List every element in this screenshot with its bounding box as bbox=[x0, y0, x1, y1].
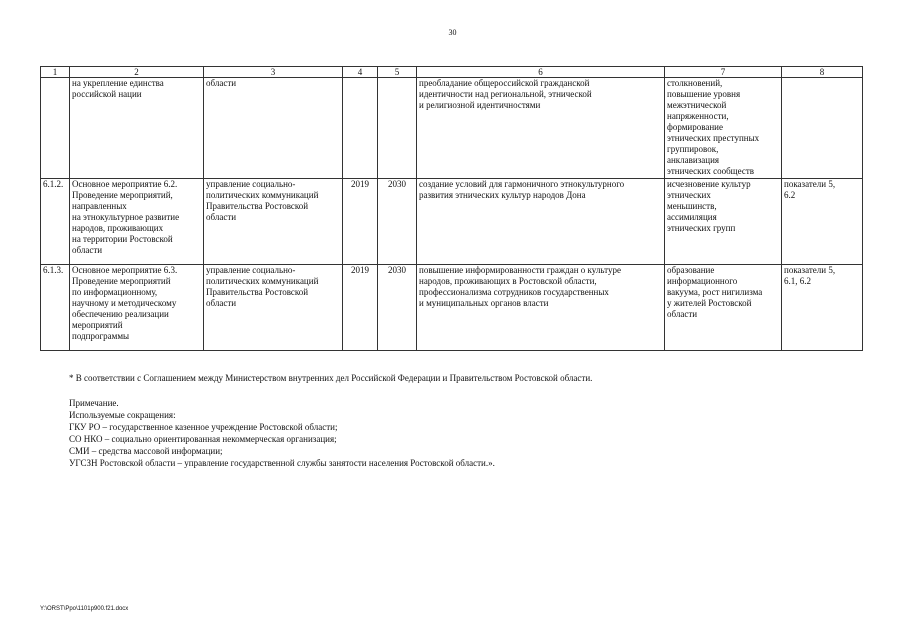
cell-line: области bbox=[206, 78, 237, 88]
table-row bbox=[41, 265, 863, 351]
result-cell bbox=[417, 78, 665, 179]
header-cell: 6 bbox=[417, 67, 665, 78]
cell-line: на территории Ростовской bbox=[72, 234, 173, 244]
cell-line: политических коммуникаций bbox=[206, 276, 319, 286]
table-header-row bbox=[41, 67, 863, 78]
cell-line: повышение уровня bbox=[667, 89, 741, 99]
footnote: * В соответствии с Соглашением между Министерством внутренних дел Российской Федерации и Правительством Ростовской области. bbox=[69, 373, 593, 383]
file-path: Y:\ORST\Ppo\1101p900.f21.docx bbox=[40, 606, 129, 612]
cell-line: Проведение мероприятий bbox=[72, 276, 171, 286]
cell-line: и муниципальных органов власти bbox=[419, 298, 549, 308]
cell-line: мероприятий bbox=[72, 320, 123, 330]
cell-line: Основное мероприятие 6.2. bbox=[72, 179, 178, 189]
cell-line: этнических сообществ bbox=[667, 166, 755, 176]
cell-line: и религиозной идентичностями bbox=[419, 100, 541, 110]
cell-line: Проведение мероприятий, bbox=[72, 190, 173, 200]
indicators-cell bbox=[782, 78, 863, 179]
cell-line: создание условий для гармоничного этнокультурного bbox=[419, 179, 625, 189]
notes-title: Примечание. bbox=[69, 398, 119, 408]
event-cell bbox=[70, 179, 204, 265]
notes-item: ГКУ РО – государственное казенное учреждение Ростовской области; bbox=[69, 422, 338, 432]
cell-line: этнических групп bbox=[667, 223, 736, 233]
executor-cell bbox=[204, 78, 343, 179]
cell-line: обеспечению реализации bbox=[72, 309, 169, 319]
notes-item: УГСЗН Ростовской области – управление государственной службы занятости населения Ростовской области.». bbox=[69, 458, 495, 468]
cell-line: образование bbox=[667, 265, 715, 275]
cell-line: управление социально- bbox=[206, 265, 296, 275]
end-year-cell: 2030 bbox=[378, 179, 417, 265]
cell-line: показатели 5, bbox=[784, 265, 836, 275]
cell-line: народов, проживающих bbox=[72, 223, 164, 233]
notes-item: СМИ – средства массовой информации; bbox=[69, 446, 223, 456]
row-number-cell: 6.1.2. bbox=[41, 179, 70, 265]
cell-line: области bbox=[667, 309, 698, 319]
consequences-cell bbox=[665, 179, 782, 265]
cell-line: управление социально- bbox=[206, 179, 296, 189]
cell-line: Правительства Ростовской bbox=[206, 201, 309, 211]
cell-line: преобладание общероссийской гражданской bbox=[419, 78, 590, 88]
cell-line: информационного bbox=[667, 276, 738, 286]
cell-line: анклавизация bbox=[667, 155, 720, 165]
consequences-cell bbox=[665, 265, 782, 351]
cell-line: межэтнической bbox=[667, 100, 727, 110]
header-cell: 3 bbox=[204, 67, 343, 78]
cell-line: научному и методическому bbox=[72, 298, 177, 308]
consequences-cell bbox=[665, 78, 782, 179]
cell-line: на этнокультурное развитие bbox=[72, 212, 180, 222]
cell-line: у жителей Ростовской bbox=[667, 298, 752, 308]
executor-cell bbox=[204, 179, 343, 265]
cell-line: меньшинств, bbox=[667, 201, 717, 211]
result-cell bbox=[417, 179, 665, 265]
executor-cell bbox=[204, 265, 343, 351]
header-cell: 7 bbox=[665, 67, 782, 78]
cell-line: повышение информированности граждан о культуре bbox=[419, 265, 621, 275]
indicators-cell bbox=[782, 265, 863, 351]
cell-line: политических коммуникаций bbox=[206, 190, 319, 200]
header-cell: 2 bbox=[70, 67, 204, 78]
cell-line: ассимиляция bbox=[667, 212, 717, 222]
cell-line: группировок, bbox=[667, 144, 719, 154]
cell-line: 6.2 bbox=[784, 190, 796, 200]
event-cell bbox=[70, 265, 204, 351]
cell-line: Основное мероприятие 6.3. bbox=[72, 265, 178, 275]
page-number: 30 bbox=[448, 28, 457, 37]
cell-line: 6.1, 6.2 bbox=[784, 276, 811, 286]
cell-line: показатели 5, bbox=[784, 179, 836, 189]
row-number-cell: 6.1.3. bbox=[41, 265, 70, 351]
cell-line: направленных bbox=[72, 201, 127, 211]
start-year-cell bbox=[343, 78, 378, 179]
cell-line: Правительства Ростовской bbox=[206, 287, 309, 297]
header-cell: 8 bbox=[782, 67, 863, 78]
notes-subtitle: Используемые сокращения: bbox=[69, 410, 176, 420]
cell-line: идентичности над региональной, этнической bbox=[419, 89, 592, 99]
start-year-cell: 2019 bbox=[343, 179, 378, 265]
cell-line: этнических преступных bbox=[667, 133, 760, 143]
table-row bbox=[41, 179, 863, 265]
cell-line: народов, проживающих в Ростовской области, bbox=[419, 276, 597, 286]
start-year-cell: 2019 bbox=[343, 265, 378, 351]
cell-line: области bbox=[72, 245, 103, 255]
header-cell: 1 bbox=[41, 67, 70, 78]
notes-block bbox=[69, 397, 495, 469]
cell-line: развития этнических культур народов Дона bbox=[419, 190, 586, 200]
cell-line: области bbox=[206, 212, 237, 222]
end-year-cell: 2030 bbox=[378, 265, 417, 351]
cell-line: профессионализма сотрудников государственных bbox=[419, 287, 609, 297]
cell-line: подпрограммы bbox=[72, 331, 130, 341]
cell-line: вакуума, рост нигилизма bbox=[667, 287, 763, 297]
header-cell: 4 bbox=[343, 67, 378, 78]
cell-line: исчезновение культур bbox=[667, 179, 751, 189]
row-number-cell bbox=[41, 78, 70, 179]
header-cell: 5 bbox=[378, 67, 417, 78]
event-cell bbox=[70, 78, 204, 179]
indicators-cell bbox=[782, 179, 863, 265]
cell-line: российской нации bbox=[72, 89, 142, 99]
cell-line: по информационному, bbox=[72, 287, 158, 297]
measures-table bbox=[40, 66, 863, 351]
notes-item: СО НКО – социально ориентированная некоммерческая организация; bbox=[69, 434, 337, 444]
cell-line: области bbox=[206, 298, 237, 308]
cell-line: этнических bbox=[667, 190, 711, 200]
result-cell bbox=[417, 265, 665, 351]
cell-line: столкновений, bbox=[667, 78, 723, 88]
cell-line: напряженности, bbox=[667, 111, 729, 121]
cell-line: формирование bbox=[667, 122, 723, 132]
table-row bbox=[41, 78, 863, 179]
cell-line: на укрепление единства bbox=[72, 78, 164, 88]
end-year-cell bbox=[378, 78, 417, 179]
